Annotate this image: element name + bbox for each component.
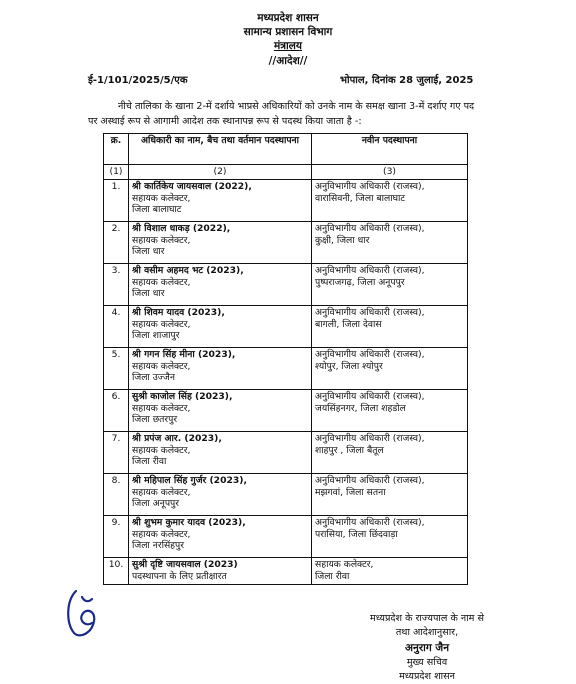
current-district: जिला शाजापुर [132, 330, 180, 341]
intro-paragraph: नीचे तालिका के खाना 2-में दर्शाये भाप्रसे अधिकारियों को उनके नाम के समक्ष खाना 3-में दर्शाए गए पद पर अस्थाई रूप से आगामी आदेश तक स्थानापन्न रूप से पदस्थ किया जाता है -: [88, 101, 475, 127]
officer-cell [129, 474, 312, 516]
table-row [104, 222, 468, 264]
officer-name: श्री प्रपंज आर. (2023), [132, 433, 222, 444]
current-post: सहायक कलेक्टर, [132, 360, 191, 372]
officer-name: श्री महिपाल सिंह गुर्जर (2023), [132, 475, 247, 486]
table-row [104, 432, 468, 474]
new-posting-cell [312, 264, 468, 306]
government-name: मध्यप्रदेश शासन [257, 12, 319, 24]
serial-number: 9. [104, 516, 129, 558]
new-posting-cell [312, 516, 468, 558]
table-row [104, 180, 468, 222]
header-new-posting: नवीन पदस्थापना [312, 134, 468, 165]
officer-cell [129, 306, 312, 348]
new-post: अनुविभागीय अधिकारी (राजस्व), [315, 349, 425, 360]
new-post: अनुविभागीय अधिकारी (राजस्व), [315, 475, 425, 486]
new-location: बागली, जिला देवास [315, 318, 382, 330]
table-header-row [104, 134, 468, 165]
officer-name: श्री शिवम यादव (2023), [132, 307, 225, 318]
table-row [104, 558, 468, 585]
current-district: जिला रीवा [132, 456, 167, 467]
serial-number: 5. [104, 348, 129, 390]
officer-name: सुश्री काजोल सिंह (2023), [132, 391, 233, 402]
new-location: कुक्षी, जिला धार [315, 234, 370, 246]
officer-name: सुश्री दृष्टि जायसवाल (2023) [132, 559, 238, 570]
current-post: सहायक कलेक्टर, [132, 444, 191, 456]
current-district: जिला धार [132, 288, 165, 299]
new-post: अनुविभागीय अधिकारी (राजस्व), [315, 265, 425, 276]
officer-cell [129, 432, 312, 474]
officer-cell [129, 516, 312, 558]
new-posting-cell [312, 432, 468, 474]
new-post: सहायक कलेक्टर, [315, 559, 374, 570]
new-posting-cell [312, 348, 468, 390]
table-row [104, 474, 468, 516]
department-name: सामान्य प्रशासन विभाग [243, 26, 333, 38]
officer-name: श्री विशाल धाकड़ (2022), [132, 223, 231, 234]
table-row [104, 264, 468, 306]
current-district: जिला धार [132, 246, 165, 257]
current-post: सहायक कलेक्टर, [132, 318, 191, 330]
current-district: जिला नरसिंहपुर [132, 540, 185, 551]
new-post: अनुविभागीय अधिकारी (राजस्व), [315, 307, 425, 318]
officer-cell [129, 180, 312, 222]
officer-cell [129, 348, 312, 390]
current-post: सहायक कलेक्टर, [132, 192, 191, 204]
new-posting-cell [312, 390, 468, 432]
order-number: ई-1/101/2025/5/एक [88, 75, 188, 86]
new-location: जिला रीवा [315, 570, 350, 582]
column-number: (3) [312, 165, 468, 180]
current-post: सहायक कलेक्टर, [132, 528, 191, 540]
officer-name: श्री शुभम कुमार यादव (2023), [132, 517, 246, 528]
current-district: जिला उज्जैन [132, 372, 175, 383]
serial-number: 4. [104, 306, 129, 348]
serial-number: 6. [104, 390, 129, 432]
new-location: पुष्पराजगढ़, जिला अनूपपुर [315, 276, 405, 288]
officer-cell [129, 222, 312, 264]
officer-cell [129, 264, 312, 306]
current-district: जिला छतरपुर [132, 414, 178, 425]
new-posting-cell [312, 222, 468, 264]
table-row [104, 516, 468, 558]
officer-name: श्री वसीम अहमद भट (2023), [132, 265, 244, 276]
new-post: अनुविभागीय अधिकारी (राजस्व), [315, 223, 425, 234]
header-serial: क्र. [104, 134, 129, 165]
signatory-name: अनुराग जैन [404, 642, 450, 654]
new-posting-cell [312, 558, 468, 585]
authority-line: मध्यप्रदेश के राज्यपाल के नाम से [370, 613, 484, 624]
column-number: (1) [104, 165, 129, 180]
new-location: श्योपुर, जिला श्योपुर [315, 360, 383, 372]
header-officer: अधिकारी का नाम, बैच तथा वर्तमान पदस्थापना [129, 134, 312, 165]
serial-number: 2. [104, 222, 129, 264]
new-post: अनुविभागीय अधिकारी (राजस्व), [315, 181, 425, 192]
handwritten-initials-scribble [62, 587, 102, 639]
new-posting-cell [312, 306, 468, 348]
officer-cell [129, 558, 312, 585]
serial-number: 3. [104, 264, 129, 306]
current-district: जिला अनूपपुर [132, 498, 180, 509]
posting-table [103, 133, 468, 585]
authority-line-2: तथा आदेशानुसार, [395, 627, 459, 638]
current-post: सहायक कलेक्टर, [132, 234, 191, 246]
officer-name: श्री गगन सिंह मीना (2023), [132, 349, 236, 360]
current-post: सहायक कलेक्टर, [132, 486, 191, 498]
current-district: जिला बालाघाट [132, 204, 182, 215]
table-row [104, 348, 468, 390]
current-post: सहायक कलेक्टर, [132, 402, 191, 414]
new-post: अनुविभागीय अधिकारी (राजस्व), [315, 517, 425, 528]
order-heading: //आदेश// [268, 55, 308, 67]
new-location: शाहपुर , जिला बैतूल [315, 444, 384, 456]
column-number-row [104, 165, 468, 180]
serial-number: 1. [104, 180, 129, 222]
new-location: मझगवां, जिला सतना [315, 486, 386, 498]
column-number: (2) [129, 165, 312, 180]
place-date: भोपाल, दिनांक 28 जुलाई, 2025 [340, 75, 474, 86]
officer-cell [129, 390, 312, 432]
officer-name: श्री कार्तिकेय जायसवाल (2022), [132, 181, 252, 192]
table-row [104, 390, 468, 432]
serial-number: 10. [104, 558, 129, 585]
new-post: अनुविभागीय अधिकारी (राजस्व), [315, 391, 425, 402]
new-posting-cell [312, 474, 468, 516]
serial-number: 8. [104, 474, 129, 516]
new-post: अनुविभागीय अधिकारी (राजस्व), [315, 433, 425, 444]
new-location: जयसिंहनगर, जिला शहडोल [315, 402, 406, 414]
new-location: वारासिवनी, जिला बालाघाट [315, 192, 406, 204]
new-location: परासिया, जिला छिंदवाड़ा [315, 528, 398, 540]
current-post: पदस्थापना के लिए प्रतीक्षारत [132, 570, 227, 582]
new-posting-cell [312, 180, 468, 222]
office-name: मंत्रालय [273, 40, 302, 52]
current-post: सहायक कलेक्टर, [132, 276, 191, 288]
signatory-org: मध्यप्रदेश शासन [399, 671, 455, 682]
serial-number: 7. [104, 432, 129, 474]
table-row [104, 306, 468, 348]
signatory-title: मुख्य सचिव [406, 657, 448, 668]
